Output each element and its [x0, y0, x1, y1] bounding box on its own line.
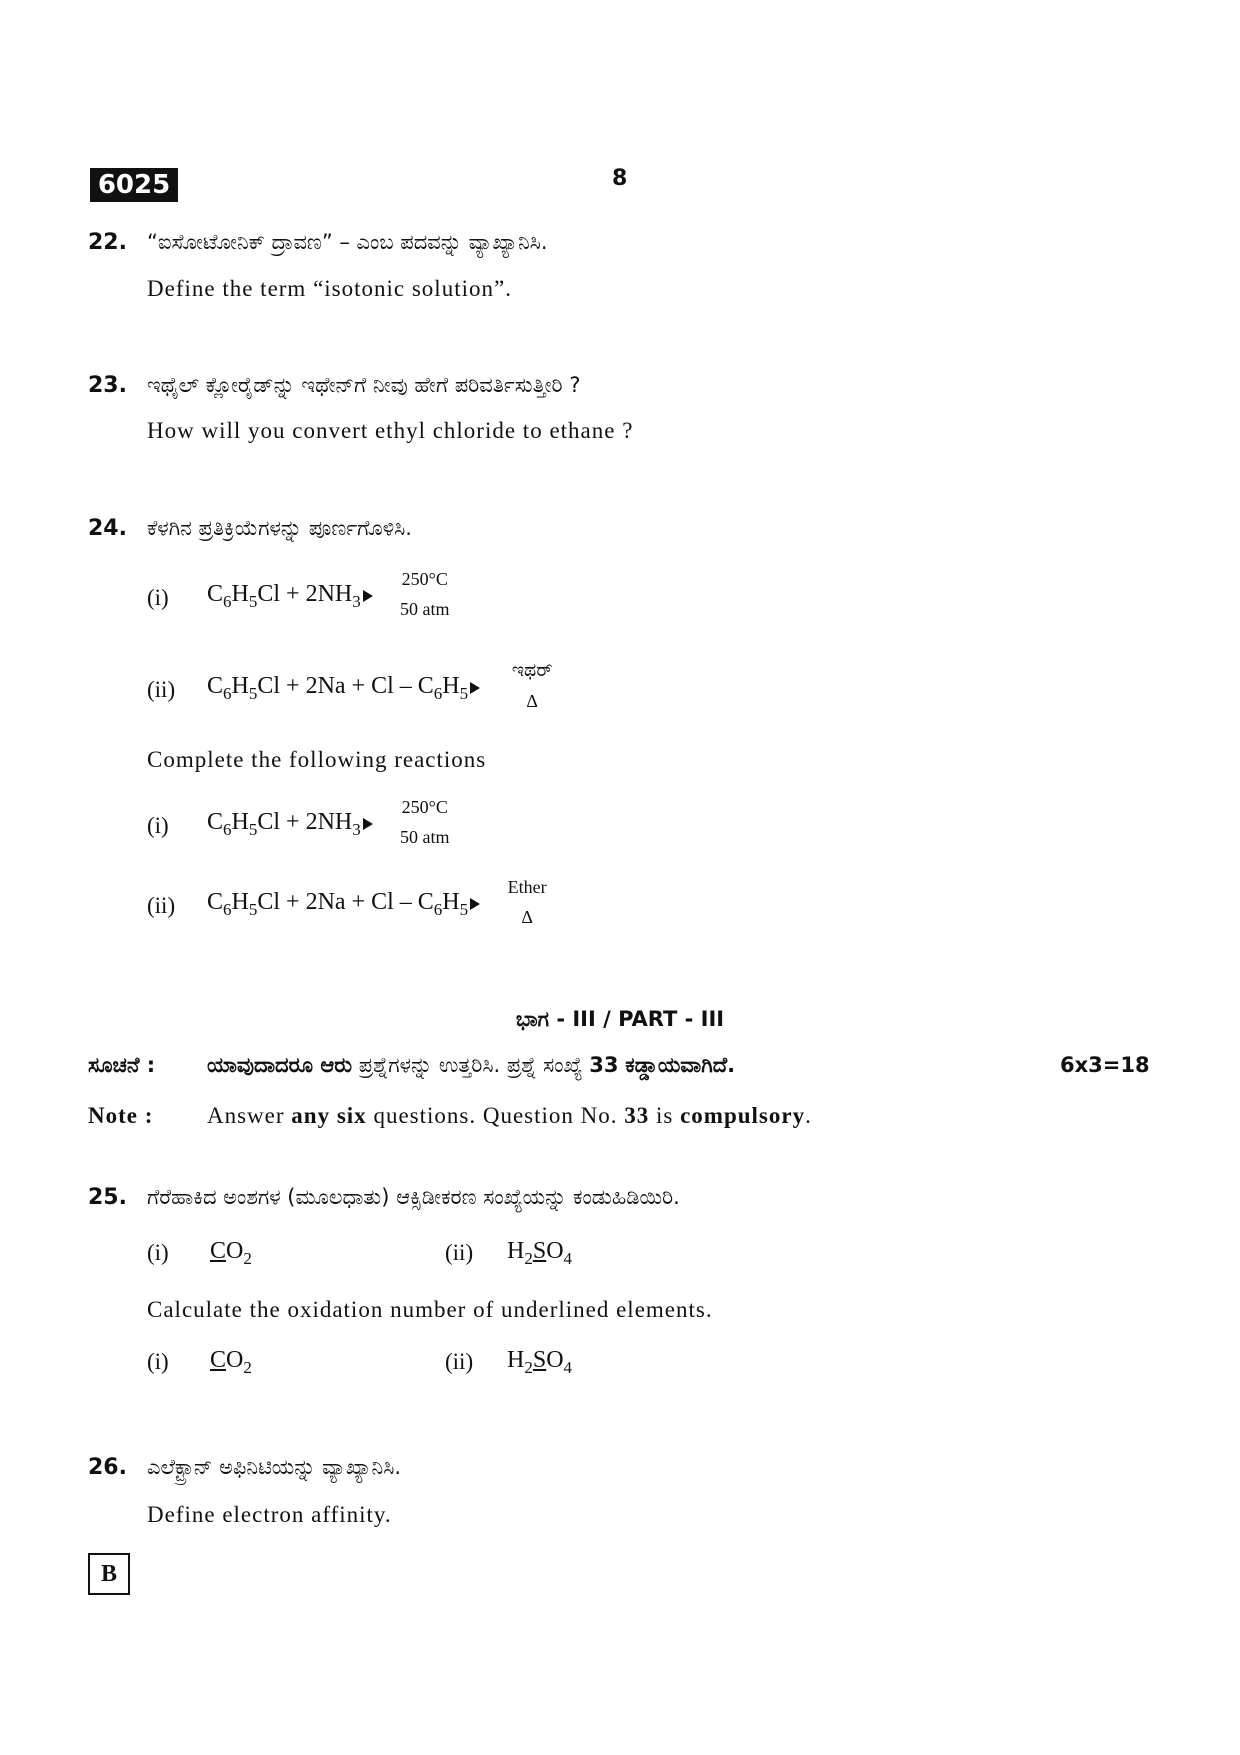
reaction-condition-below: 50 atm — [399, 599, 450, 620]
question-text-english: Complete the following reactions — [147, 747, 487, 772]
question-text-kannada: “ಐಸೋಟೋನಿಕ್ ದ್ರಾವಣ” – ಎಂಬ ಪದವನ್ನು ವ್ಯಾಖ್ಯಾನಿಸಿ. — [147, 230, 548, 254]
question-text-kannada: ಎಲೆಕ್ಟ್ರಾನ್ ಅಫಿನಿಟಿಯನ್ನು ವ್ಯಾಖ್ಯಾನಿಸಿ. — [147, 1455, 402, 1479]
question-text-english: Define the term “isotonic solution”. — [147, 276, 512, 301]
item-label: (ii) — [445, 1349, 474, 1374]
note-text: is — [656, 1103, 674, 1128]
note-label-english: Note : — [88, 1103, 154, 1128]
question-text-english: How will you convert ethyl chloride to ethane ? — [147, 418, 634, 443]
note-text-english — [207, 1103, 812, 1129]
note-label-kannada: ಸೂಚನೆ : — [88, 1053, 156, 1077]
reaction-condition-below: Δ — [526, 691, 538, 712]
reaction-condition-above: ಇಥರ್ — [511, 660, 553, 682]
item-label: (ii) — [445, 1240, 474, 1265]
reaction-wurtz-fittig: $C_6H_5Cl + 2Na + Cl - C_6H_5$ Ether Δ — [207, 889, 586, 920]
reaction-label: (i) — [147, 813, 169, 838]
formula-sulfuric-acid: $H_2SO_4$ — [507, 1238, 573, 1268]
question-text-kannada: ಕೆಳಗಿನ ಪ್ರತಿಕ್ರಿಯೆಗಳನ್ನು ಪೂರ್ಣಗೊಳಿಸಿ. — [147, 516, 412, 540]
item-label: (i) — [147, 1240, 169, 1265]
note-text: . — [805, 1103, 812, 1128]
question-number: 23. — [88, 373, 127, 398]
note-text-kannada — [207, 1053, 735, 1078]
reaction-label: (ii) — [147, 677, 176, 702]
page-number: 8 — [612, 166, 628, 191]
formula-carbon-dioxide: $CO_2$ — [210, 1347, 252, 1377]
note-emphasis: any six — [291, 1103, 367, 1128]
reaction-condition-below: Δ — [521, 907, 533, 928]
reaction-label: (ii) — [147, 893, 176, 918]
item-label: (i) — [147, 1349, 169, 1374]
note-emphasis: ಕಡ್ಡಾಯವಾಗಿದೆ. — [625, 1053, 736, 1077]
reaction-chlorobenzene-ammonia: $C_6H_5Cl + 2NH_3$ 250°C 50 atm — [207, 581, 489, 612]
question-text-english: Calculate the oxidation number of underlined elements. — [147, 1297, 713, 1322]
note-emphasis: compulsory — [680, 1103, 806, 1128]
note-text: questions. Question No. — [373, 1103, 618, 1128]
question-number: 22. — [88, 230, 127, 255]
question-text-kannada: ಇಥೈಲ್ ಕ್ಲೋರೈಡ್‌ನ್ನು ಇಥೇನ್‌ಗೆ ನೀವು ಹೇಗೆ ಪರಿವರ್ತಿಸುತ್ತೀರಿ ? — [147, 373, 581, 397]
note-question-number: 33 — [624, 1103, 650, 1128]
reaction-wurtz-fittig: $C_6H_5Cl + 2Na + Cl - C_6H_5$ ಇಥರ್ Δ — [207, 673, 596, 704]
reaction-label: (i) — [147, 585, 169, 610]
question-text-kannada: ಗೆರೆಹಾಕಿದ ಅಂಶಗಳ (ಮೂಲಧಾತು) ಆಕ್ಸಿಡೀಕರಣ ಸಂಖ್ಯೆಯನ್ನು ಕಂಡುಹಿಡಿಯಿರಿ. — [147, 1185, 680, 1209]
reaction-condition-above: 250°C — [401, 569, 448, 590]
section-heading-kannada: ಭಾಗ — [515, 1007, 549, 1031]
note-question-number: 33 — [589, 1053, 619, 1077]
question-text-english: Define electron affinity. — [147, 1502, 392, 1527]
note-emphasis: ಯಾವುದಾದರೂ ಆರು — [207, 1053, 353, 1077]
reaction-chlorobenzene-ammonia: $C_6H_5Cl + 2NH_3$ 250°C 50 atm — [207, 809, 489, 840]
marks-allocation: 6x3=18 — [1060, 1053, 1150, 1077]
note-text: ಪ್ರಶ್ನೆಗಳನ್ನು ಉತ್ತರಿಸಿ. ಪ್ರಶ್ನೆ ಸಂಖ್ಯೆ — [358, 1053, 583, 1077]
booklet-version-box: B — [88, 1553, 130, 1595]
paper-code: 6025 — [90, 168, 178, 202]
question-number: 24. — [88, 516, 127, 541]
question-number: 25. — [88, 1185, 127, 1210]
formula-sulfuric-acid: $H_2SO_4$ — [507, 1347, 573, 1377]
reaction-condition-below: 50 atm — [399, 827, 450, 848]
note-text: Answer — [207, 1103, 285, 1128]
formula-carbon-dioxide: $CO_2$ — [210, 1238, 252, 1268]
reaction-condition-above: 250°C — [401, 797, 448, 818]
section-heading-english: - III / PART - III — [556, 1007, 725, 1031]
question-number: 26. — [88, 1455, 127, 1480]
reaction-condition-above: Ether — [507, 877, 547, 898]
section-heading — [0, 1007, 1240, 1032]
